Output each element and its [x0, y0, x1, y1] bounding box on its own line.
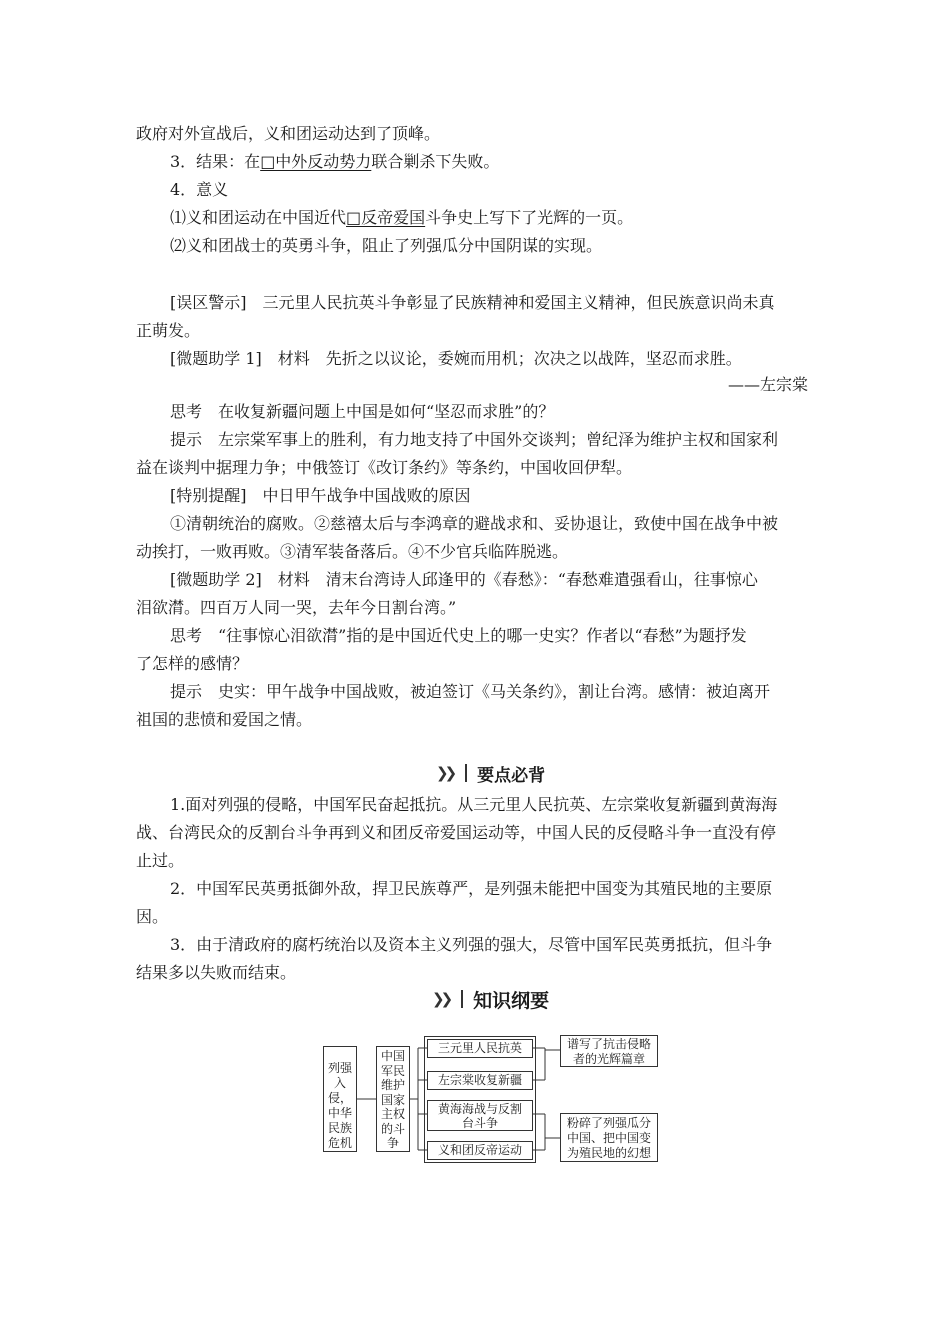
double-chevron-icon: ❯❯	[436, 764, 454, 782]
body-text: 联合剿杀下失败。	[371, 152, 500, 171]
diagram-text: 为殖民地的幻想	[566, 1146, 651, 1160]
section-title: 要点必背	[477, 765, 546, 786]
body-line: [微题助学 1] 材料 先折之以议论，委婉而用机；次决之以战阵，坚忍而求胜。	[170, 349, 742, 368]
diagram-event-box: 左宗棠收复新疆	[427, 1071, 533, 1090]
body-line: 思考 “往事惊心泪欲潸”指的是中国近代史上的哪一史实？作者以“春愁”为题抒发	[170, 626, 747, 645]
answer-blank: □反帝爱国	[346, 208, 426, 227]
diagram-text: 危机	[327, 1136, 352, 1150]
body-line: 因。	[136, 907, 169, 926]
diagram-text: 列强	[327, 1061, 352, 1075]
body-line: 了怎样的感情？	[136, 654, 249, 673]
body-line: 2．中国军民英勇抵御外敌，捍卫民族尊严，是列强未能把中国变为其殖民地的主要原	[170, 879, 773, 898]
section-title: 知识纲要	[473, 989, 550, 1012]
diagram-event-box: 义和团反帝运动	[427, 1141, 533, 1160]
diagram-text: 谱写了抗击侵略	[566, 1037, 651, 1051]
body-line: 泪欲潸。四百万人同一哭，去年今日割台湾。”	[136, 598, 457, 617]
diagram-text: 台斗争	[461, 1116, 498, 1130]
diagram-text: 国家	[380, 1092, 405, 1107]
diagram-text: 争	[386, 1136, 399, 1150]
body-line: [误区警示] 三元里人民抗英斗争彰显了民族精神和爱国主义精神，但民族意识尚未真	[170, 293, 775, 312]
body-line: ⑵义和团战士的英勇斗争，阻止了列强瓜分中国阴谋的实现。	[170, 236, 603, 255]
body-line: 结果多以失败而结束。	[136, 963, 297, 982]
quote-attribution: ——左宗棠	[728, 375, 809, 394]
body-line: 益在谈判中据理力争；中俄签订《改订条约》等条约，中国收回伊犁。	[136, 458, 633, 477]
body-line: 战、台湾民众的反割台斗争再到义和团反帝爱国运动等，中国人民的反侵略斗争一直没有停	[136, 823, 777, 842]
body-line: 提示 左宗棠军事上的胜利，有力地支持了中国外交谈判；曾纪泽为维护主权和国家利	[170, 430, 779, 449]
body-line: 提示 史实：甲午战争中国战败，被迫签订《马关条约》，割让台湾。感情：被迫离开	[170, 682, 771, 701]
body-line: 祖国的悲愤和爱国之情。	[136, 710, 313, 729]
diagram-text: 军民	[380, 1063, 405, 1078]
body-line: 政府对外宣战后，义和团运动达到了顶峰。	[136, 124, 441, 143]
body-line: 动挨打，一败再败。③清军装备落后。④不少官兵临阵脱逃。	[136, 542, 569, 561]
body-line: [微题助学 2] 材料 清末台湾诗人邱逢甲的《春愁》：“春愁难遣强看山，往事惊心	[170, 570, 758, 589]
diagram-text: 主权	[380, 1107, 405, 1121]
diagram-text: 中国	[380, 1049, 405, 1063]
answer-blank: □中外反动势力	[260, 152, 372, 171]
diagram-struggle-box	[376, 1046, 410, 1152]
body-line: 止过。	[136, 851, 185, 870]
diagram-result-box	[560, 1035, 658, 1067]
diagram-text: 者的光辉篇章	[572, 1052, 645, 1066]
body-line: ①清朝统治的腐败。②慈禧太后与李鸿章的避战求和、妥协退让，致使中国在战争中被	[170, 514, 779, 533]
body-line: 1.面对列强的侵略，中国军民奋起抵抗。从三元里人民抗英、左宗棠收复新疆到黄海海	[170, 795, 778, 814]
diagram-text: 民族	[327, 1121, 352, 1135]
body-line: 思考 在收复新疆问题上中国是如何“坚忍而求胜”的？	[170, 402, 555, 421]
body-line: 4．意义	[170, 180, 229, 199]
diagram-text: 入侵，	[327, 1076, 352, 1105]
diagram-text: 黄海海战与反割	[437, 1102, 522, 1116]
diagram-text: 维护	[380, 1078, 405, 1092]
diagram-text: 中国、把中国变	[566, 1131, 651, 1145]
diagram-result-box	[560, 1113, 658, 1162]
diagram-cause-box	[323, 1046, 357, 1152]
diagram-text: 的斗	[380, 1121, 405, 1136]
diagram-text: 粉碎了列强瓜分	[566, 1116, 651, 1130]
diagram-text: 中华	[327, 1106, 352, 1120]
body-text: 3．结果：在	[170, 152, 261, 171]
body-line: 正萌发。	[136, 321, 201, 340]
body-line: [特别提醒] 中日甲午战争中国战败的原因	[170, 486, 471, 505]
double-chevron-icon: ❯❯	[432, 990, 450, 1008]
body-text: 斗争史上写下了光辉的一页。	[425, 208, 634, 227]
diagram-event-box: 三元里人民抗英	[427, 1039, 533, 1058]
body-line: 3．由于清政府的腐朽统治以及资本主义列强的强大，尽管中国军民英勇抵抗，但斗争	[170, 935, 773, 954]
body-text: ⑴义和团运动在中国近代	[170, 208, 347, 227]
diagram-event-box	[427, 1100, 533, 1131]
